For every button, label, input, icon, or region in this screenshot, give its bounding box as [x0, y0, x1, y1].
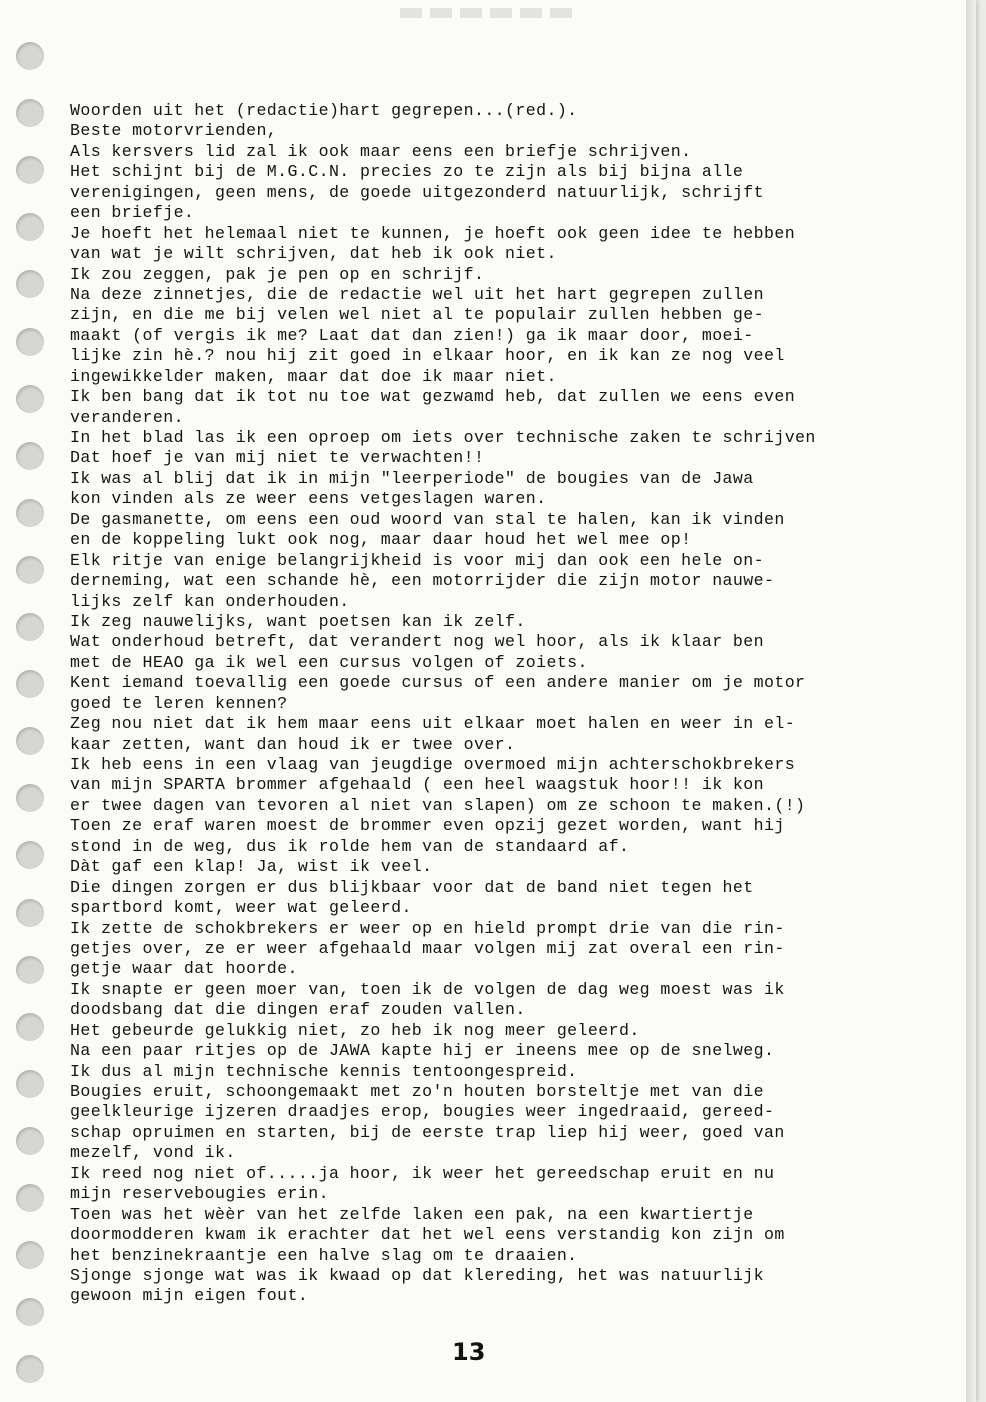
- text-line: een briefje.: [70, 203, 195, 223]
- text-line: lijke zin hè.? nou hij zit goed in elkaar hoor, en ik kan ze nog veel: [70, 346, 785, 366]
- binder-hole: [16, 1013, 44, 1041]
- text-line: Ik was al blij dat ik in mijn "leerperiode" de bougies van de Jawa: [70, 468, 754, 488]
- show-through-text: [400, 8, 580, 18]
- article-heading: Woorden uit het (redactie)hart gegrepen...(red.).: [70, 101, 578, 120]
- text-line: Als kersvers lid zal ik ook maar eens een briefje schrijven.: [70, 141, 692, 161]
- text-line: getje waar dat hoorde.: [70, 959, 298, 979]
- binder-hole: [16, 1298, 44, 1326]
- text-line: Na een paar ritjes op de JAWA kapte hij er ineens mee op de snelweg.: [70, 1041, 775, 1061]
- text-line: ingewikkelder maken, maar dat doe ik maar niet.: [70, 366, 557, 386]
- text-line: mijn reservebougies erin.: [70, 1184, 329, 1204]
- text-line: Kent iemand toevallig een goede cursus of een andere manier om je motor: [70, 673, 806, 693]
- text-line: Ik zeg nauwelijks, want poetsen kan ik zelf.: [70, 611, 526, 631]
- text-line: Toen ze eraf waren moest de brommer even opzij gezet worden, want hij: [70, 816, 785, 836]
- binder-hole: [16, 1070, 44, 1098]
- binder-hole: [16, 42, 44, 70]
- text-line: Sjonge sjonge wat was ik kwaad op dat klereding, het was natuurlijk: [70, 1265, 764, 1285]
- text-line: Ik ben bang dat ik tot nu toe wat gezwamd heb, dat zullen we eens even: [70, 387, 796, 407]
- text-line: van wat je wilt schrijven, dat heb ik ook niet.: [70, 244, 557, 264]
- text-line: schap opruimen en starten, bij de eerste trap liep hij weer, goed van: [70, 1122, 785, 1142]
- binder-hole: [16, 956, 44, 984]
- binder-hole: [16, 613, 44, 641]
- text-line: goed te leren kennen?: [70, 693, 288, 713]
- binder-hole: [16, 442, 44, 470]
- binder-hole: [16, 1241, 44, 1269]
- text-line: mezelf, vond ik.: [70, 1143, 236, 1163]
- text-line: Zeg nou niet dat ik hem maar eens uit elkaar moet halen en weer in el-: [70, 714, 796, 734]
- binder-hole: [16, 213, 44, 241]
- article-body: [70, 101, 970, 1307]
- text-line: Je hoeft het helemaal niet te kunnen, je hoeft ook geen idee te hebben: [70, 223, 796, 243]
- text-line: lijks zelf kan onderhouden.: [70, 591, 350, 611]
- page-number: 13: [452, 1338, 486, 1366]
- text-line: geelkleurige ijzeren draadjes erop, bougies weer ingedraaid, gereed-: [70, 1102, 775, 1122]
- text-line: Na deze zinnetjes, die de redactie wel uit het hart gegrepen zullen: [70, 284, 764, 304]
- text-line: Wat onderhoud betreft, dat verandert nog wel hoor, als ik klaar ben: [70, 632, 764, 652]
- binder-hole: [16, 1184, 44, 1212]
- text-line: Ik zou zeggen, pak je pen op en schrijf.: [70, 264, 485, 284]
- text-line: Toen was het wèèr van het zelfde laken een pak, na een kwartiertje: [70, 1204, 754, 1224]
- text-line: kon vinden als ze weer eens vetgeslagen waren.: [70, 489, 547, 509]
- text-line: Ik reed nog niet of.....ja hoor, ik weer het gereedschap eruit en nu: [70, 1163, 775, 1183]
- text-line: Dat hoef je van mij niet te verwachten!!: [70, 448, 485, 468]
- text-line: het benzinekraantje een halve slag om te draaien.: [70, 1245, 578, 1265]
- text-line: van mijn SPARTA brommer afgehaald ( een heel waagstuk hoor!! ik kon: [70, 775, 764, 795]
- text-line: Ik heb eens in een vlaag van jeugdige overmoed mijn achterschokbrekers: [70, 755, 796, 774]
- binder-hole: [16, 499, 44, 527]
- binder-holes: [16, 0, 56, 1402]
- text-line: derneming, wat een schande hè, een motorrijder die zijn motor nauwe-: [70, 571, 775, 591]
- text-line: Die dingen zorgen er dus blijkbaar voor dat de band niet tegen het: [70, 877, 754, 897]
- text-line: verenigingen, geen mens, de goede uitgezonderd natuurlijk, schrijft: [70, 182, 764, 202]
- binder-hole: [16, 328, 44, 356]
- binder-hole: [16, 841, 44, 869]
- text-line: Ik zette de schokbrekers er weer op en hield prompt drie van die rin-: [70, 918, 785, 938]
- text-line: Het schijnt bij de M.G.C.N. precies zo te zijn als bij bijna alle: [70, 162, 744, 182]
- text-line: spartbord komt, weer wat geleerd.: [70, 898, 412, 918]
- text-line: In het blad las ik een oproep om iets over technische zaken te schrijven: [70, 428, 816, 447]
- text-line: maakt (of vergis ik me? Laat dat dan zien!) ga ik maar door, moei-: [70, 325, 754, 345]
- text-line: Bougies eruit, schoongemaakt met zo'n houten borsteltje met van die: [70, 1082, 764, 1101]
- text-line: er twee dagen van tevoren al niet van slapen) om ze schoon te maken.(!): [70, 795, 806, 815]
- binder-hole: [16, 556, 44, 584]
- binder-hole: [16, 670, 44, 698]
- binder-hole: [16, 899, 44, 927]
- text-line: veranderen.: [70, 407, 184, 427]
- text-line: Ik snapte er geen moer van, toen ik de volgen de dag weg moest was ik: [70, 979, 785, 999]
- text-line: getjes over, ze er weer afgehaald maar volgen mij zat overal een rin-: [70, 938, 785, 958]
- text-line: stond in de weg, dus ik rolde hem van de standaard af.: [70, 836, 630, 856]
- binder-hole: [16, 385, 44, 413]
- text-line: gewoon mijn eigen fout.: [70, 1286, 309, 1306]
- text-line: Ik dus al mijn technische kennis tentoongespreid.: [70, 1061, 578, 1081]
- binder-hole: [16, 156, 44, 184]
- text-line: doormodderen kwam ik erachter dat het wel eens verstandig kon zijn om: [70, 1225, 785, 1245]
- text-line: Beste motorvrienden,: [70, 121, 278, 141]
- text-line: Elk ritje van enige belangrijkheid is voor mij dan ook een hele on-: [70, 550, 764, 570]
- text-line: De gasmanette, om eens een oud woord van stal te halen, kan ik vinden: [70, 509, 785, 529]
- binder-hole: [16, 99, 44, 127]
- text-line: zijn, en die me bij velen wel niet al te populair zullen hebben ge-: [70, 305, 764, 325]
- binder-hole: [16, 270, 44, 298]
- text-line: doodsbang dat die dingen eraf zouden vallen.: [70, 1000, 526, 1020]
- binder-hole: [16, 1355, 44, 1383]
- binder-hole: [16, 784, 44, 812]
- text-line: en de koppeling lukt ook nog, maar daar houd het wel mee op!: [70, 530, 692, 550]
- text-line: Het gebeurde gelukkig niet, zo heb ik nog meer geleerd.: [70, 1020, 640, 1040]
- binder-hole: [16, 727, 44, 755]
- text-line: met de HEAO ga ik wel een cursus volgen of zoiets.: [70, 652, 588, 672]
- text-line: Dàt gaf een klap! Ja, wist ik veel.: [70, 857, 433, 877]
- binder-hole: [16, 1127, 44, 1155]
- text-line: kaar zetten, want dan houd ik er twee over.: [70, 734, 516, 754]
